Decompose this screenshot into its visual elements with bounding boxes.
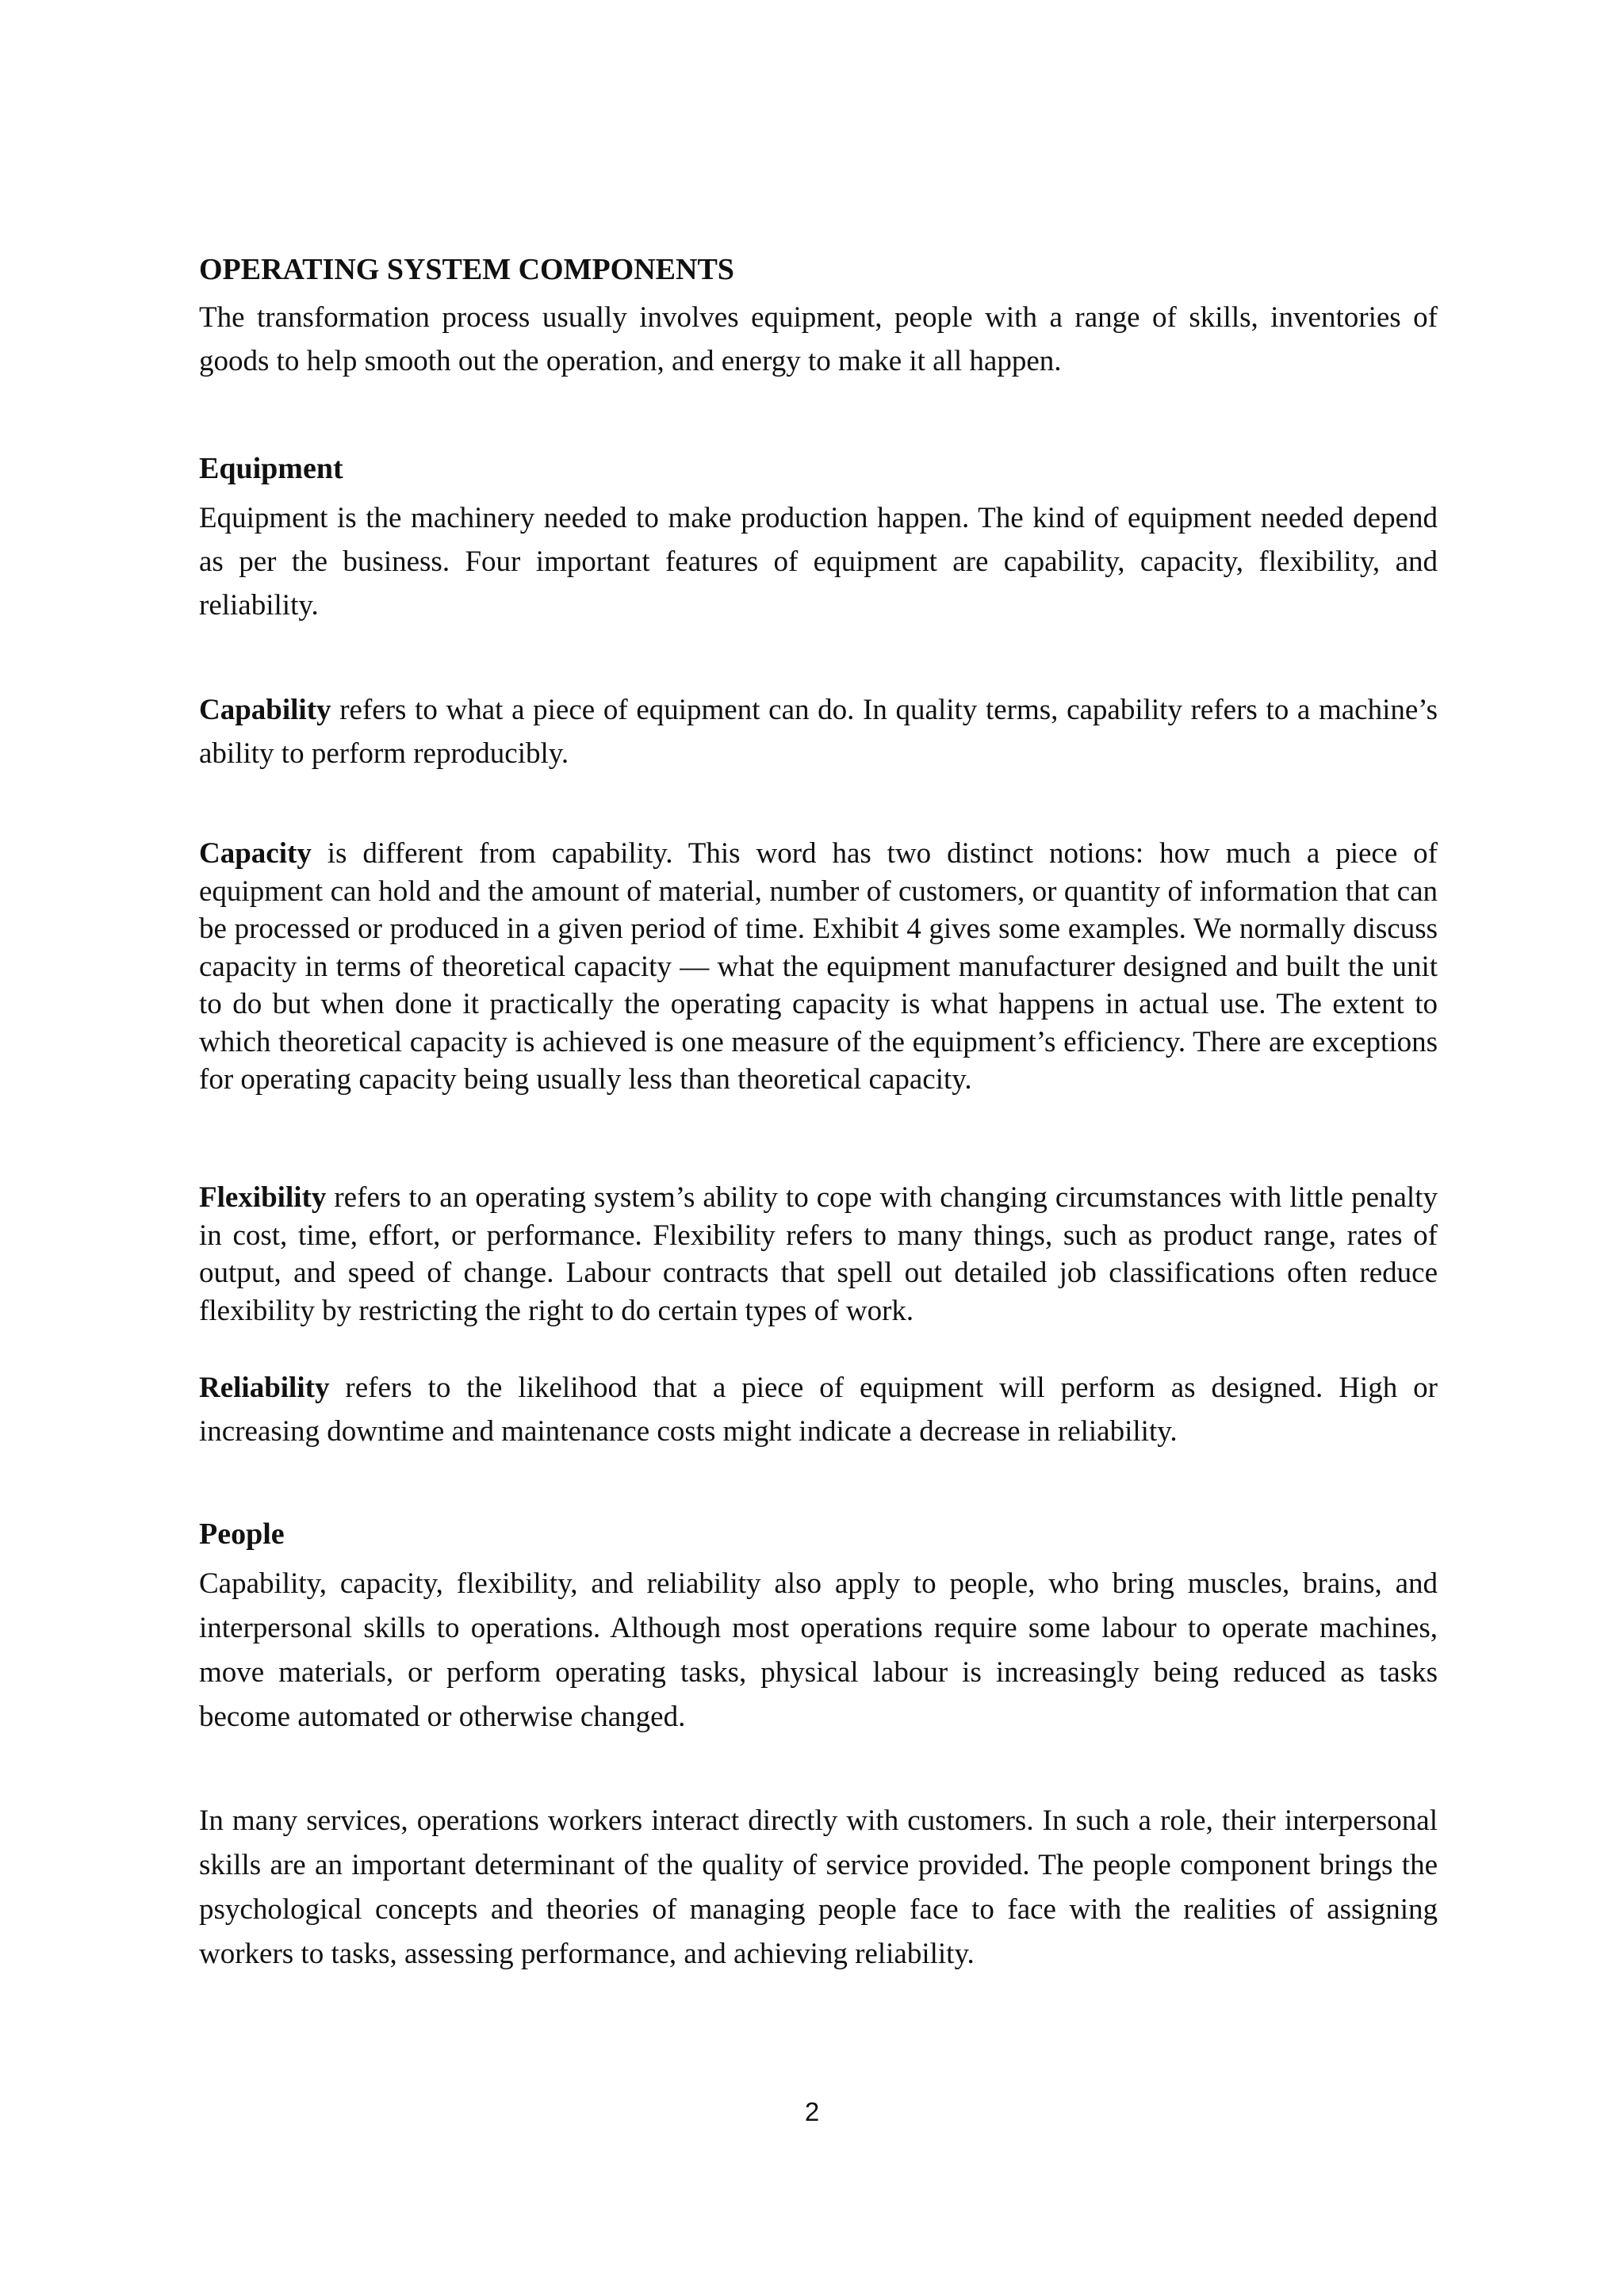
capacity-paragraph xyxy=(199,835,1438,1099)
section-title: OPERATING SYSTEM COMPONENTS xyxy=(199,253,734,286)
people-paragraph-1: Capability, capacity, flexibility, and reliability also apply to people, who bring muscles, brains, and interpersonal skills to operations. Although most operations require some labour to operate machines, move materials, or perform operating tasks, physical labour is increasingly being reduced as tasks become automated or otherwise changed. xyxy=(199,1567,1438,1733)
intro-paragraph: The transformation process usually involves equipment, people with a range of skills, inventories of goods to help smooth out the operation, and energy to make it all happen. xyxy=(199,301,1438,377)
capacity-term: Capacity xyxy=(199,837,312,870)
flexibility-text: refers to an operating system’s ability to cope with changing circumstances with little penalty in cost, time, effort, or performance. Flexibility refers to many things, such as product range, rates of output, and speed of change. Labour contracts that spell out detailed job classifications often reduce flexibility by restricting the right to do certain types of work. xyxy=(199,1181,1438,1327)
capability-paragraph xyxy=(199,688,1438,775)
page-number: 2 xyxy=(804,2097,820,2126)
people-paragraph-2: In many services, operations workers interact directly with customers. In such a role, their interpersonal skills are an important determinant of the quality of service provided. The people component brings the psychological concepts and theories of managing people face to face with the realities of assigning workers to tasks, assessing performance, and achieving reliability. xyxy=(199,1804,1438,1970)
capability-text: refers to what a piece of equipment can do. In quality terms, capability refers to a machine’s ability to perform reproducibly. xyxy=(199,694,1438,770)
reliability-term: Reliability xyxy=(199,1372,330,1404)
capability-term: Capability xyxy=(199,694,331,726)
flexibility-term: Flexibility xyxy=(199,1181,327,1214)
flexibility-paragraph xyxy=(199,1179,1438,1330)
equipment-paragraph: Equipment is the machinery needed to make production happen. The kind of equipment needed depend as per the business. Four important features of equipment are capability, capacity, flexibility, and reliability. xyxy=(199,502,1438,622)
equipment-heading: Equipment xyxy=(199,452,343,485)
reliability-text: refers to the likelihood that a piece of equipment will perform as designed. High or increasing downtime and maintenance costs might indicate a decrease in reliability. xyxy=(199,1372,1438,1448)
reliability-paragraph xyxy=(199,1366,1438,1453)
people-heading: People xyxy=(199,1517,285,1551)
capacity-text: is different from capability. This word has two distinct notions: how much a piece of equipment can hold and the amount of material, number of customers, or quantity of information that can be processed or produced in a given period of time. Exhibit 4 gives some examples. We normally discuss capacity in terms of theoretical capacity — what the equipment manufacturer designed and built the unit to do but when done it practically the operating capacity is what happens in actual use. The extent to which theoretical capacity is achieved is one measure of the equipment’s efficiency. There are exceptions for operating capacity being usually less than theoretical capacity. xyxy=(199,837,1438,1096)
